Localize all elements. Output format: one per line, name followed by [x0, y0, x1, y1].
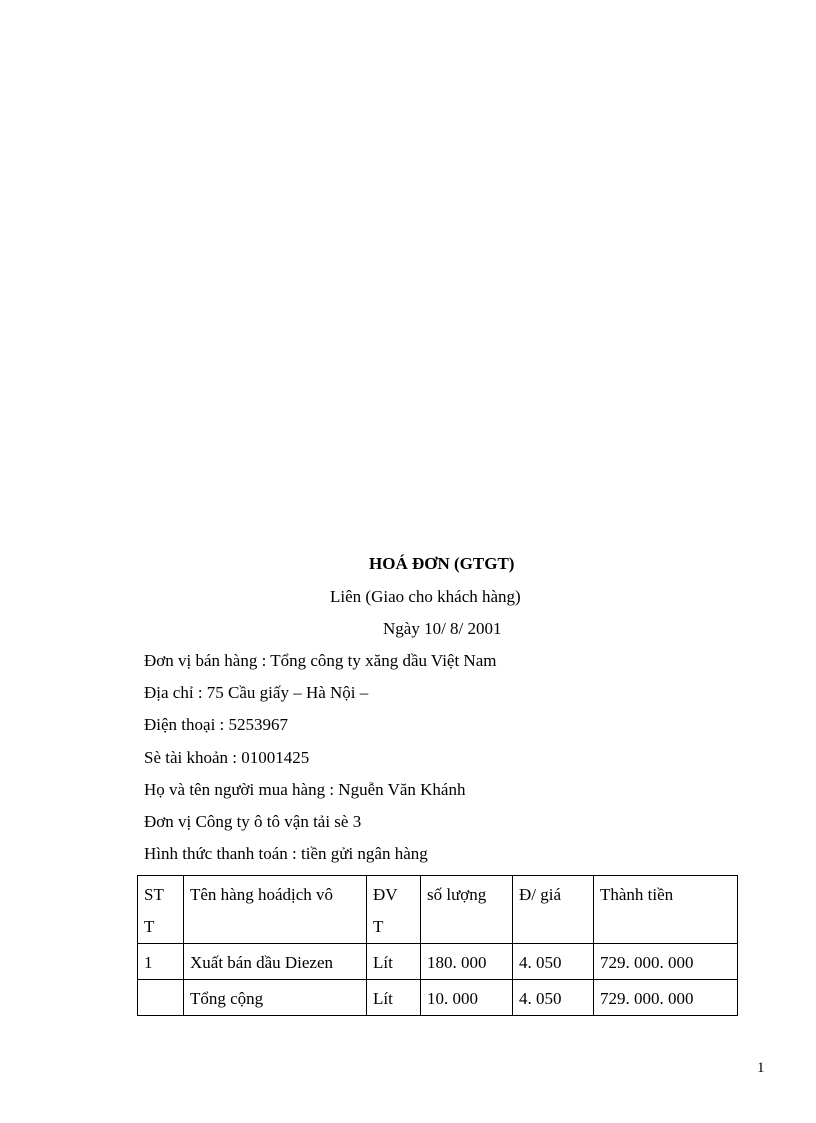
cell-amount: 729. 000. 000 — [594, 944, 738, 980]
header-unit — [367, 876, 421, 944]
invoice-date: Ngày 10/ 8/ 2001 — [383, 619, 502, 638]
table-row — [138, 944, 738, 980]
header-text: T — [144, 917, 155, 936]
seller-address: Địa chỉ : 75 Cầu giấy – Hà Nội – — [144, 683, 369, 702]
buyer-name: Họ và tên người mua hàng : Nguễn Văn Khánh — [144, 780, 466, 799]
invoice-copy: Liên (Giao cho khách hàng) — [330, 587, 521, 606]
header-text: Tên hàng hoádịch vô — [190, 885, 334, 904]
cell-unit: Lít — [367, 980, 421, 1016]
header-text: ST — [144, 885, 164, 904]
invoice-table — [137, 875, 738, 1016]
header-amount — [594, 876, 738, 944]
table-header-row — [138, 876, 738, 944]
header-item-name — [184, 876, 367, 944]
seller-unit: Đơn vị bán hàng : Tổng công ty xăng dầu Việt Nam — [144, 651, 497, 670]
payment-method: Hình thức thanh toán : tiền gửi ngân hàng — [144, 844, 428, 863]
cell-unit-price: 4. 050 — [513, 944, 594, 980]
cell-quantity: 10. 000 — [421, 980, 513, 1016]
header-text: Thành tiền — [600, 885, 674, 904]
header-quantity — [421, 876, 513, 944]
header-unit-price — [513, 876, 594, 944]
header-text: Đ/ giá — [519, 885, 562, 904]
invoice-title: HOÁ ĐƠN (GTGT) — [369, 554, 515, 573]
cell-item-name: Xuất bán dầu Diezen — [184, 944, 367, 980]
cell-quantity: 180. 000 — [421, 944, 513, 980]
account-number: Sè tài khoản : 01001425 — [144, 748, 310, 767]
cell-amount: 729. 000. 000 — [594, 980, 738, 1016]
header-text: số lượng — [427, 885, 487, 904]
header-text: T — [373, 917, 384, 936]
page-number: 1 — [757, 1060, 765, 1076]
table-row-total — [138, 980, 738, 1016]
header-text: ĐV — [373, 885, 398, 904]
cell-unit-price: 4. 050 — [513, 980, 594, 1016]
seller-phone: Điện thoại : 5253967 — [144, 715, 289, 734]
cell-stt — [138, 980, 184, 1016]
cell-stt: 1 — [138, 944, 184, 980]
header-stt — [138, 876, 184, 944]
buyer-unit: Đơn vị Công ty ô tô vận tải sè 3 — [144, 812, 362, 831]
cell-item-name: Tổng cộng — [184, 980, 367, 1016]
cell-unit: Lít — [367, 944, 421, 980]
